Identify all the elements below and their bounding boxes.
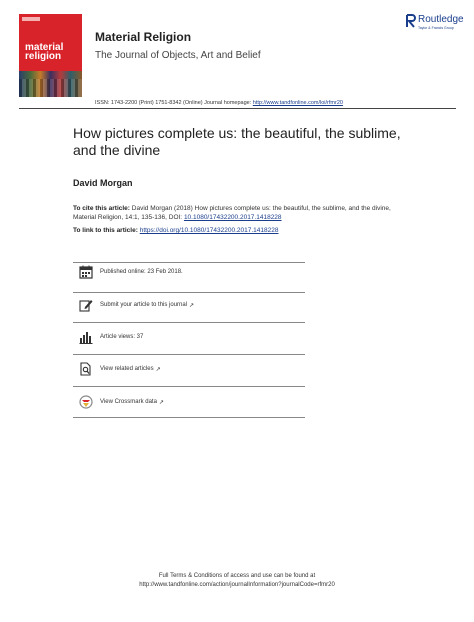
journal-title: Material Religion [95,30,192,44]
calendar-icon [78,264,94,280]
published-row [78,263,183,281]
article-title: How pictures complete us: the beautiful, the sublime, and the divine [73,125,401,158]
header-divider [19,108,456,109]
cover-title-line2: religion [25,51,62,62]
info-divider [73,354,305,355]
related-articles-row[interactable] [78,360,161,378]
external-link-icon: ↗ [155,366,161,373]
info-divider [73,292,305,293]
citation-doi-link[interactable]: 10.1080/17432200.2017.1418228 [183,214,282,221]
cover-title-line1: material [25,42,64,53]
footer [0,572,474,590]
citation-text: David Morgan (2018) How pictures complete us: the beautiful, the sublime, and the divine, Material Religion, 14:1, 135-136, DOI: [73,205,391,221]
crossmark-row[interactable] [78,393,164,411]
bar-chart-icon [78,329,94,345]
issn-line [95,100,343,106]
article-views-row [78,328,143,346]
journal-subtitle: The Journal of Objects, Art and Belief [95,50,261,61]
info-divider [73,386,305,387]
external-link-icon: ↗ [158,399,164,406]
article-views: Article views: 37 [100,334,144,340]
article-link-label: To link to this article: [73,227,138,234]
issn-text: ISSN: 1743-2200 (Print) 1751-8342 (Online) Journal homepage: [95,100,252,106]
search-document-icon [78,361,94,377]
publisher-name: Routledge [418,14,464,25]
related-articles-link[interactable]: View related articles [100,366,154,372]
citation-block [73,204,413,222]
edit-icon [78,297,94,313]
submit-article-link[interactable]: Submit your article to this journal [100,302,188,308]
info-divider [73,322,305,323]
external-link-icon: ↗ [189,302,195,309]
crossmark-link[interactable]: View Crossmark data [100,399,157,405]
footer-terms-url[interactable]: http://www.tandfonline.com/action/journalInformation?journalCode=rfmr20 [139,582,335,588]
journal-cover [19,14,82,97]
published-date: Published online: 23 Feb 2018. [100,269,183,275]
info-divider [73,417,305,418]
crossmark-icon [78,394,94,410]
article-doi-url[interactable]: https://doi.org/10.1080/17432200.2017.1418228 [139,227,279,234]
publisher-tagline: Taylor & Francis Group [418,26,454,30]
citation-label: To cite this article: [73,205,130,212]
cover-tag [22,17,40,21]
article-author: David Morgan [73,178,133,188]
cover-photo [19,71,82,97]
footer-terms-text: Full Terms & Conditions of access and use can be found at [158,573,316,579]
journal-homepage-link[interactable]: http://www.tandfonline.com/loi/rfmr20 [252,100,343,106]
submit-article-row[interactable] [78,296,194,314]
article-link-row [73,227,279,234]
routledge-logo-icon [406,14,416,28]
